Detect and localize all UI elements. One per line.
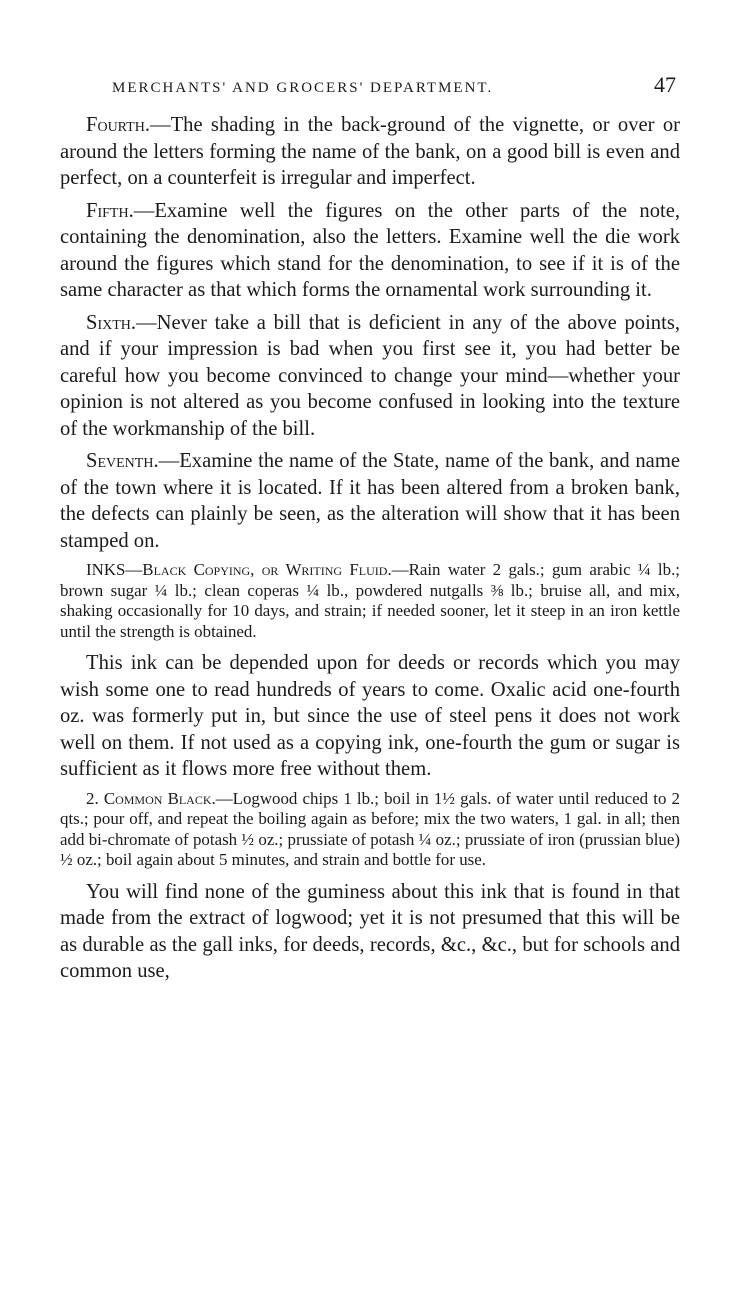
paragraph-text: You will find none of the guminess about this ink that is found in that made from the extract of logwood; yet it is not presumed that this will be as durable as the gall inks, for deeds, records, &c., &c., but for schools and common use, [60, 880, 680, 982]
running-header [60, 72, 680, 112]
recipe-heading: 2. Common Black. [86, 788, 216, 808]
paragraph-text: —Examine well the figures on the other parts of the note, containing the denomination, also the letters. Examine well the die work around the figures which stand for the denomination, to see if it is of the same character as that which forms the ornamental work surrounding it. [60, 199, 680, 301]
recipe-inks-black-copying [60, 560, 680, 642]
paragraph-fourth [60, 112, 680, 192]
page-number: 47 [654, 72, 676, 97]
paragraph-ink-note [60, 650, 680, 783]
paragraph-text: This ink can be depended upon for deeds or records which you may wish some one to read hundreds of years to come. Oxalic acid one-fourth oz. was formerly put in, but since the use of steel pens it does not work well on them. If not used as a copying ink, one-fourth the gum or sugar is sufficient as it flows more free without them. [60, 652, 680, 780]
paragraph-fifth [60, 198, 680, 304]
recipe-text: —Rain water 2 gals.; gum arabic ¼ lb.; brown sugar ¼ lb.; clean coperas ¼ lb., powdered nutgalls ⅜ lb.; bruise all, and mix, shaking occasionally for 10 days, and strain; if needed sooner, let it steep in an iron kettle until the strength is obtained. [60, 560, 680, 641]
paragraph-sixth [60, 310, 680, 443]
paragraph-heading: Sixth. [86, 311, 137, 334]
paragraph-text: —The shading in the back-ground of the vignette, or over or around the letters forming the name of the bank, on a good bill is even and perfect, on a counterfeit is irregular and imperfect. [60, 114, 680, 189]
paragraph-heading: Fifth. [86, 199, 134, 222]
recipe-heading: INKS—Black Copying, or Writing Fluid. [86, 560, 392, 579]
paragraph-closing [60, 879, 680, 985]
paragraph-seventh [60, 448, 680, 554]
book-page [60, 72, 680, 991]
recipe-common-black [60, 789, 680, 871]
running-title: MERCHANTS' AND GROCERS' DEPARTMENT. [112, 80, 494, 96]
paragraph-heading: Fourth. [86, 114, 150, 136]
paragraph-heading: Seventh. [86, 450, 159, 472]
paragraph-text: —Examine the name of the State, name of the bank, and name of the town where it is located. If it has been altered from a broken bank, the defects can plainly be seen, as the alteration will show that it has been stamped on. [60, 450, 680, 552]
paragraph-text: —Never take a bill that is deficient in any of the above points, and if your impression is bad when you first see it, you had better be careful how you become convinced to change your mind—whether your opinion is not altered as you become confused in looking into the texture of the workmanship of the bill. [60, 311, 680, 440]
recipe-text: —Logwood chips 1 lb.; boil in 1½ gals. of water until reduced to 2 qts.; pour off, and repeat the boiling again as before; mix the two waters, 1 gal. in all; then add bi-chromate of potash ½ oz.; prussiate of potash ¼ oz.; prussiate of iron (prussian blue) ½ oz.; boil again about 5 minutes, and strain and bottle for use. [60, 788, 680, 869]
